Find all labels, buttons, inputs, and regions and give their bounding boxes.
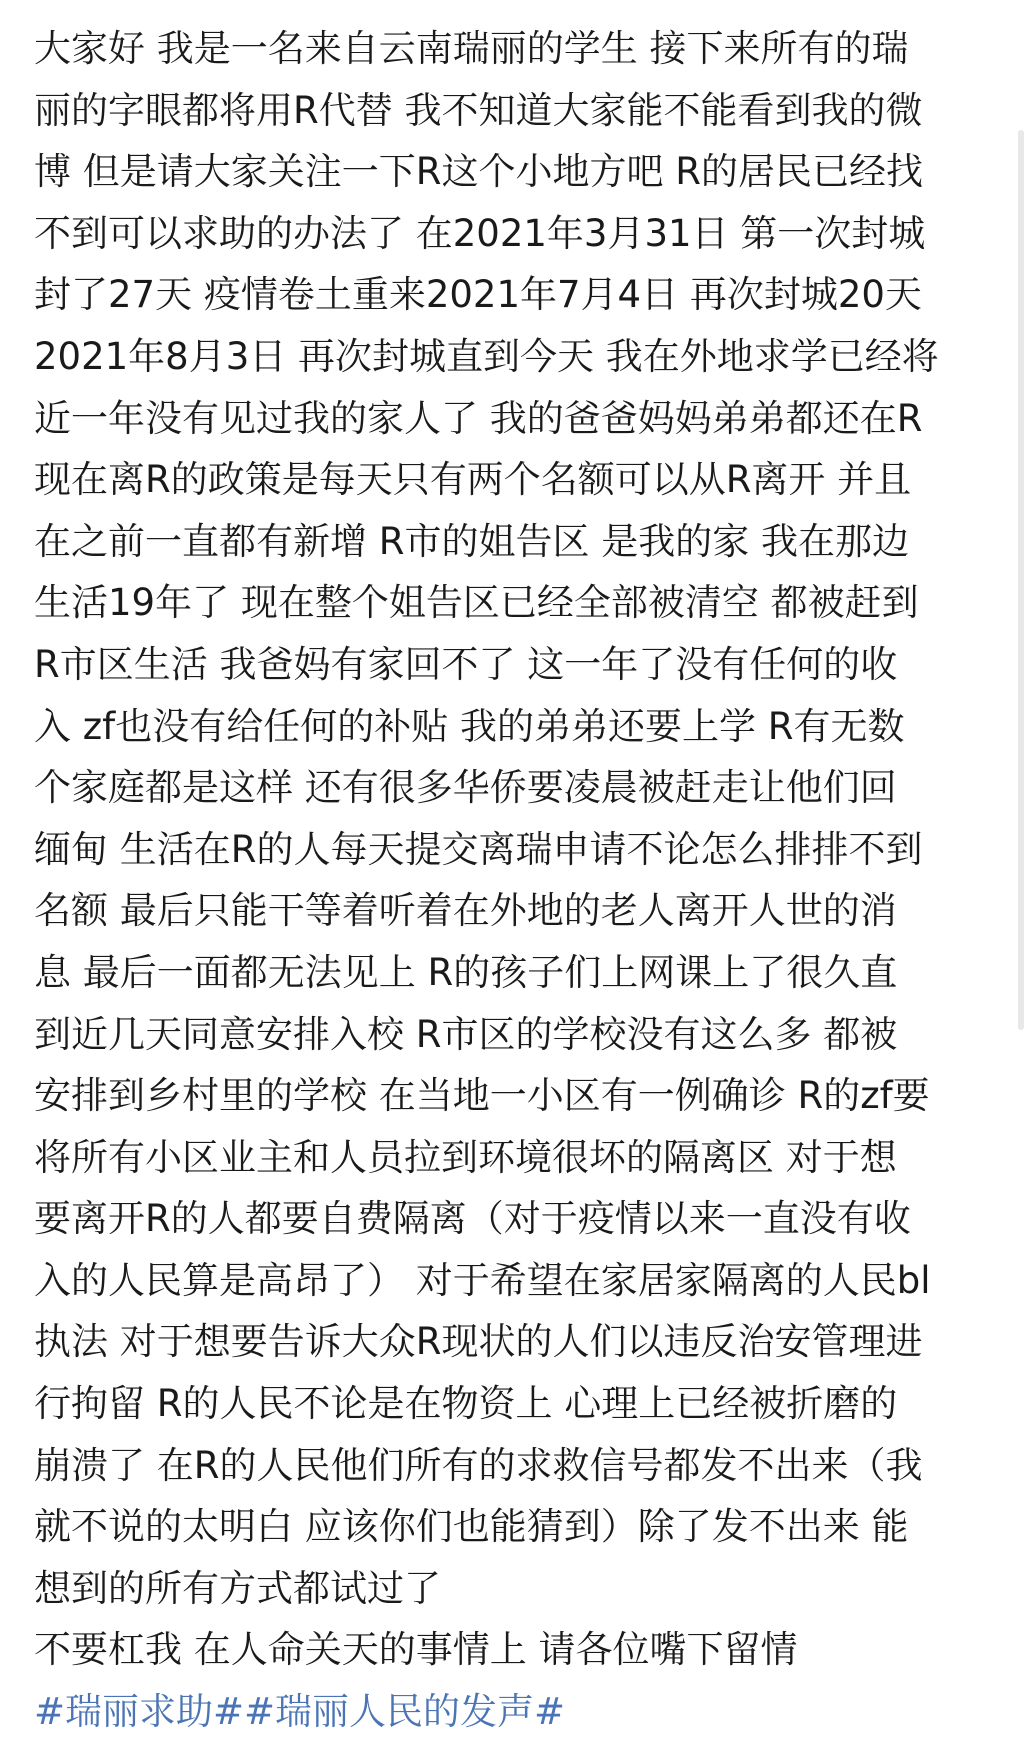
post-text-line: 博 但是请大家关注一下R这个小地方吧 R的居民已经找	[34, 150, 923, 194]
scrollbar[interactable]	[1018, 130, 1024, 1030]
post-text-line: 大家好 我是一名来自云南瑞丽的学生 接下来所有的瑞	[34, 27, 909, 70]
hashtag-row	[34, 1681, 994, 1743]
post-text-line: 将所有小区业主和人员拉到环境很坏的隔离区 对于想	[34, 1135, 897, 1179]
post-text-line: 就不说的太明白 应该你们也能猜到）除了发不出来 能	[34, 1505, 909, 1549]
post-text-line: 2021年8月3日 再次封城直到今天 我在外地求学已经将	[34, 334, 939, 378]
post-text-line: 个家庭都是这样 还有很多华侨要凌晨被赶走让他们回	[34, 766, 897, 810]
post-text-line: 要离开R的人都要自费隔离（对于疫情以来一直没有收	[34, 1197, 911, 1241]
post-text-line: 生活19年了 现在整个姐告区已经全部被清空 都被赶到	[34, 581, 919, 625]
post-text-line: 执法 对于想要告诉大众R现状的人们以违反治安管理进	[34, 1320, 923, 1364]
post-text-line: 丽的字眼都将用R代替 我不知道大家能不能看到我的微	[34, 88, 923, 132]
post-body	[34, 18, 994, 1743]
post-text-line: 入的人民算是高昂了） 对于希望在家居家隔离的人民bl	[34, 1258, 931, 1302]
post-text-line: 封了27天 疫情卷土重来2021年7月4日 再次封城20天	[34, 273, 922, 317]
post-text-line: 缅甸 生活在R的人每天提交离瑞申请不论怎么排排不到	[34, 827, 923, 871]
post-text-line: 在之前一直都有新增 R市的姐告区 是我的家 我在那边	[34, 519, 909, 563]
post-text-line: 安排到乡村里的学校 在当地一小区有一例确诊 R的zf要	[34, 1074, 930, 1118]
post-text-line: 名额 最后只能干等着听着在外地的老人离开人世的消	[34, 889, 897, 933]
closing-line: 不要杠我 在人命关天的事情上 请各位嘴下留情	[34, 1628, 798, 1672]
hashtag-link-ruili-help[interactable]: #瑞丽求助#	[34, 1690, 245, 1734]
post-text-line: 行拘留 R的人民不论是在物资上 心理上已经被折磨的	[34, 1382, 898, 1426]
post-text-line: 息 最后一面都无法见上 R的孩子们上网课上了很久直	[34, 950, 898, 994]
post-text-line: 崩溃了 在R的人民他们所有的求救信号都发不出来（我	[34, 1443, 923, 1487]
post-text-line: 现在离R的政策是每天只有两个名额可以从R离开 并且	[34, 458, 912, 502]
post-text-line: 到近几天同意安排入校 R市区的学校没有这么多 都被	[34, 1012, 898, 1056]
post-text-line: 入 zf也没有给任何的补贴 我的弟弟还要上学 R有无数	[34, 704, 905, 748]
post-text-line: 想到的所有方式都试过了	[34, 1566, 441, 1610]
post-text-line: 不到可以求助的办法了 在2021年3月31日 第一次封城	[34, 211, 926, 255]
post-text-line: R市区生活 我爸妈有家回不了 这一年了没有任何的收	[34, 642, 898, 686]
post-text-line: 近一年没有见过我的家人了 我的爸爸妈妈弟弟都还在R	[34, 396, 923, 440]
hashtag-link-ruili-voice[interactable]: #瑞丽人民的发声#	[244, 1690, 566, 1734]
